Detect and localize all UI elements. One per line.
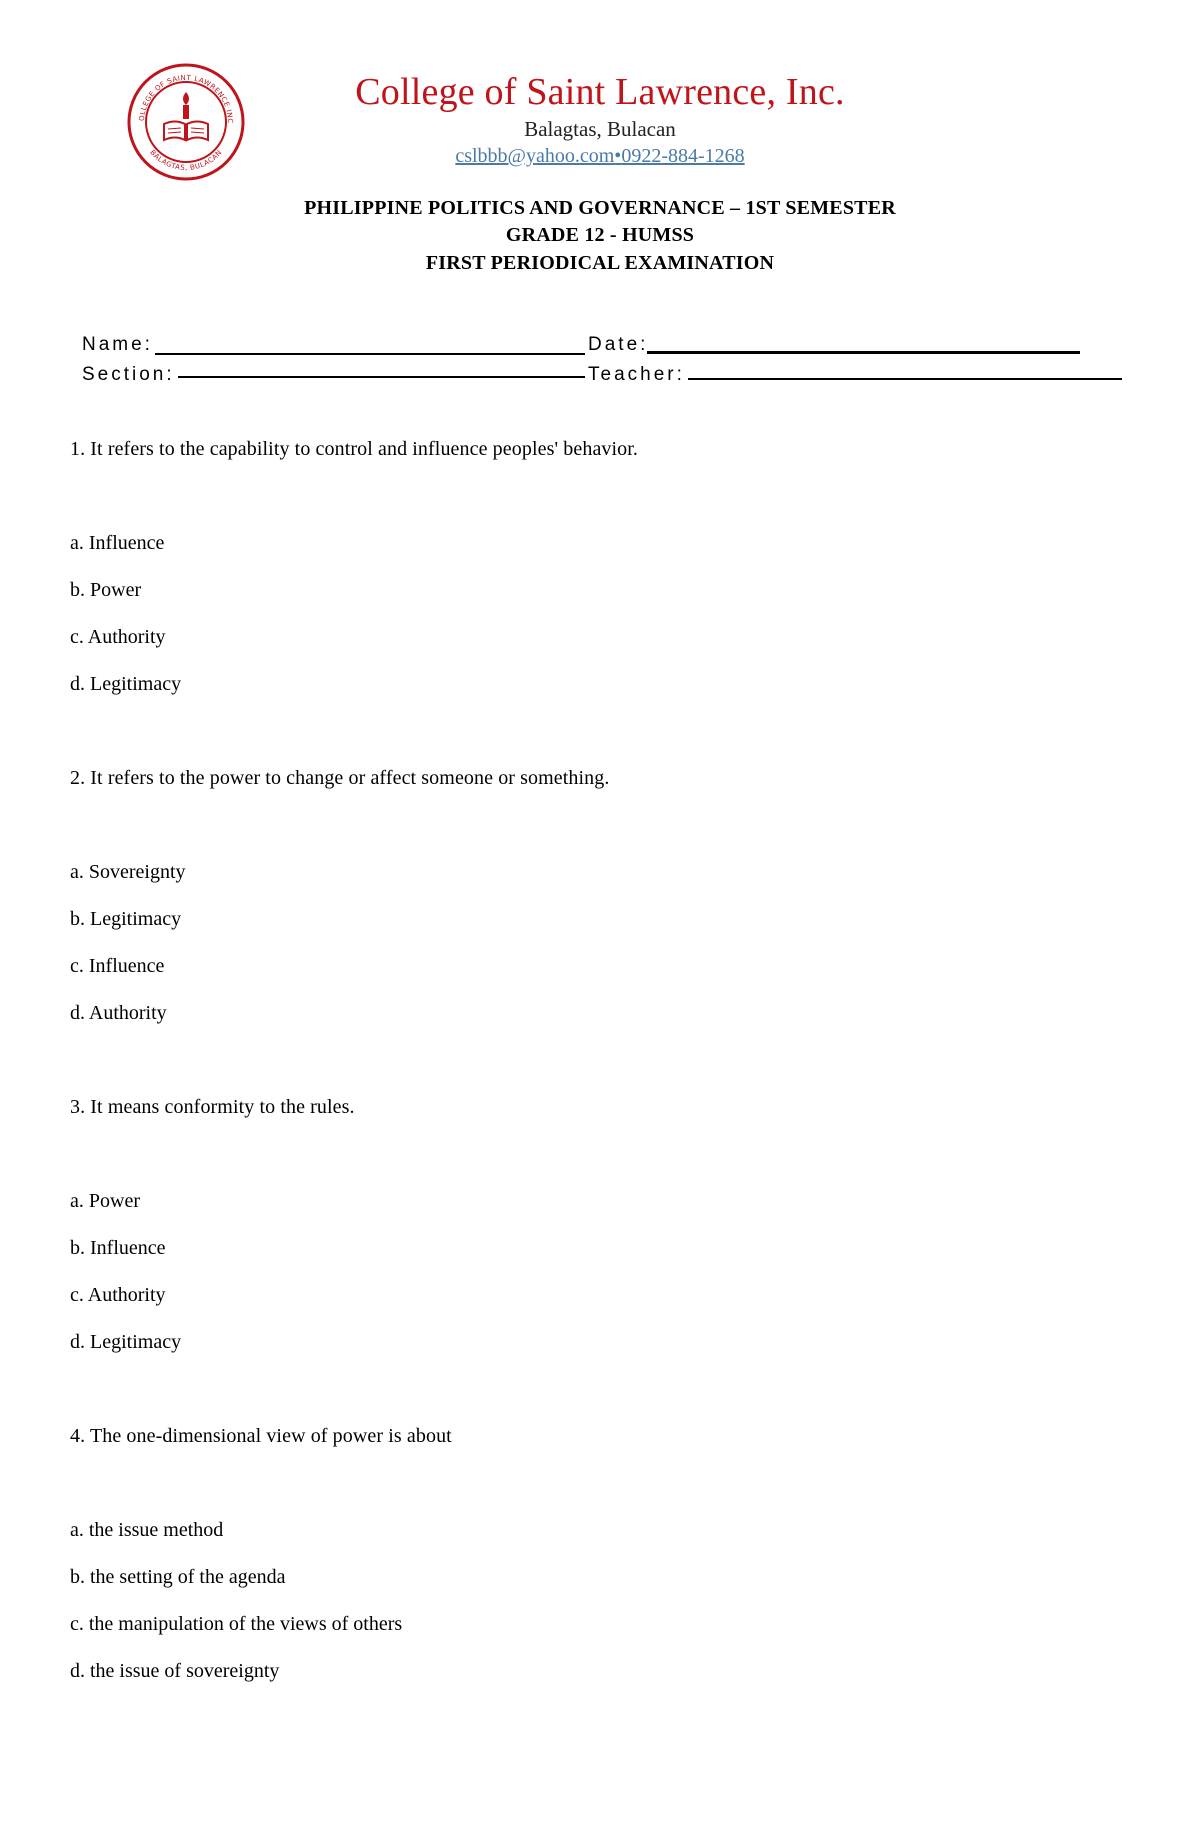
exam-title-heading: FIRST PERIODICAL EXAMINATION xyxy=(425,252,775,274)
school-email-link[interactable]: cslbbb@yahoo.com xyxy=(455,145,615,167)
seal-top-text: OLLEGE OF SAINT LAWRENCE INC xyxy=(137,73,235,124)
answer-option[interactable]: b. Influence xyxy=(70,1237,166,1259)
section-teacher-row xyxy=(0,364,1200,394)
answer-option[interactable]: c. Authority xyxy=(70,1284,166,1306)
question-text: 3. It means conformity to the rules. xyxy=(70,1096,355,1118)
school-contact xyxy=(0,145,1200,168)
exam-grade-heading: GRADE 12 - HUMSS xyxy=(505,224,695,246)
answer-option[interactable]: c. Influence xyxy=(70,955,165,977)
date-label: Date: xyxy=(588,334,649,355)
seal-bottom-text: BALAGTAS, BULACAN xyxy=(148,148,224,173)
answer-option[interactable]: a. the issue method xyxy=(70,1519,224,1541)
answer-option[interactable]: a. Influence xyxy=(70,532,165,554)
answer-option[interactable]: b. Legitimacy xyxy=(70,908,182,930)
answer-option[interactable]: d. Legitimacy xyxy=(70,1331,182,1353)
answer-option[interactable]: c. Authority xyxy=(70,626,166,648)
answer-option[interactable]: a. Power xyxy=(70,1190,140,1212)
date-blank-line[interactable] xyxy=(647,351,1080,354)
teacher-label: Teacher: xyxy=(588,364,685,385)
school-phone: 0922-884-1268 xyxy=(621,145,745,167)
school-name: College of Saint Lawrence, Inc. xyxy=(355,71,845,113)
section-blank-line[interactable] xyxy=(178,376,585,378)
answer-option[interactable]: c. the manipulation of the views of others xyxy=(70,1613,403,1635)
exam-subject-heading: PHILIPPINE POLITICS AND GOVERNANCE – 1ST SEMESTER xyxy=(304,197,896,219)
question-text: 4. The one-dimensional view of power is about xyxy=(70,1425,452,1447)
section-label: Section: xyxy=(82,364,175,385)
answer-option[interactable]: b. the setting of the agenda xyxy=(70,1566,286,1588)
teacher-blank-line[interactable] xyxy=(688,378,1122,380)
name-label: Name: xyxy=(82,334,153,355)
question-text: 2. It refers to the power to change or affect someone or something. xyxy=(70,767,610,789)
answer-option[interactable]: d. Authority xyxy=(70,1002,167,1024)
answer-option[interactable]: b. Power xyxy=(70,579,142,601)
school-location: Balagtas, Bulacan xyxy=(524,117,676,141)
contact-separator: • xyxy=(614,145,622,167)
name-blank-line[interactable] xyxy=(155,353,585,355)
answer-option[interactable]: d. the issue of sovereignty xyxy=(70,1660,280,1682)
question-text: 1. It refers to the capability to control and influence peoples' behavior. xyxy=(70,438,639,460)
name-date-row xyxy=(0,334,1200,364)
answer-option[interactable]: a. Sovereignty xyxy=(70,861,186,883)
answer-option[interactable]: d. Legitimacy xyxy=(70,673,182,695)
